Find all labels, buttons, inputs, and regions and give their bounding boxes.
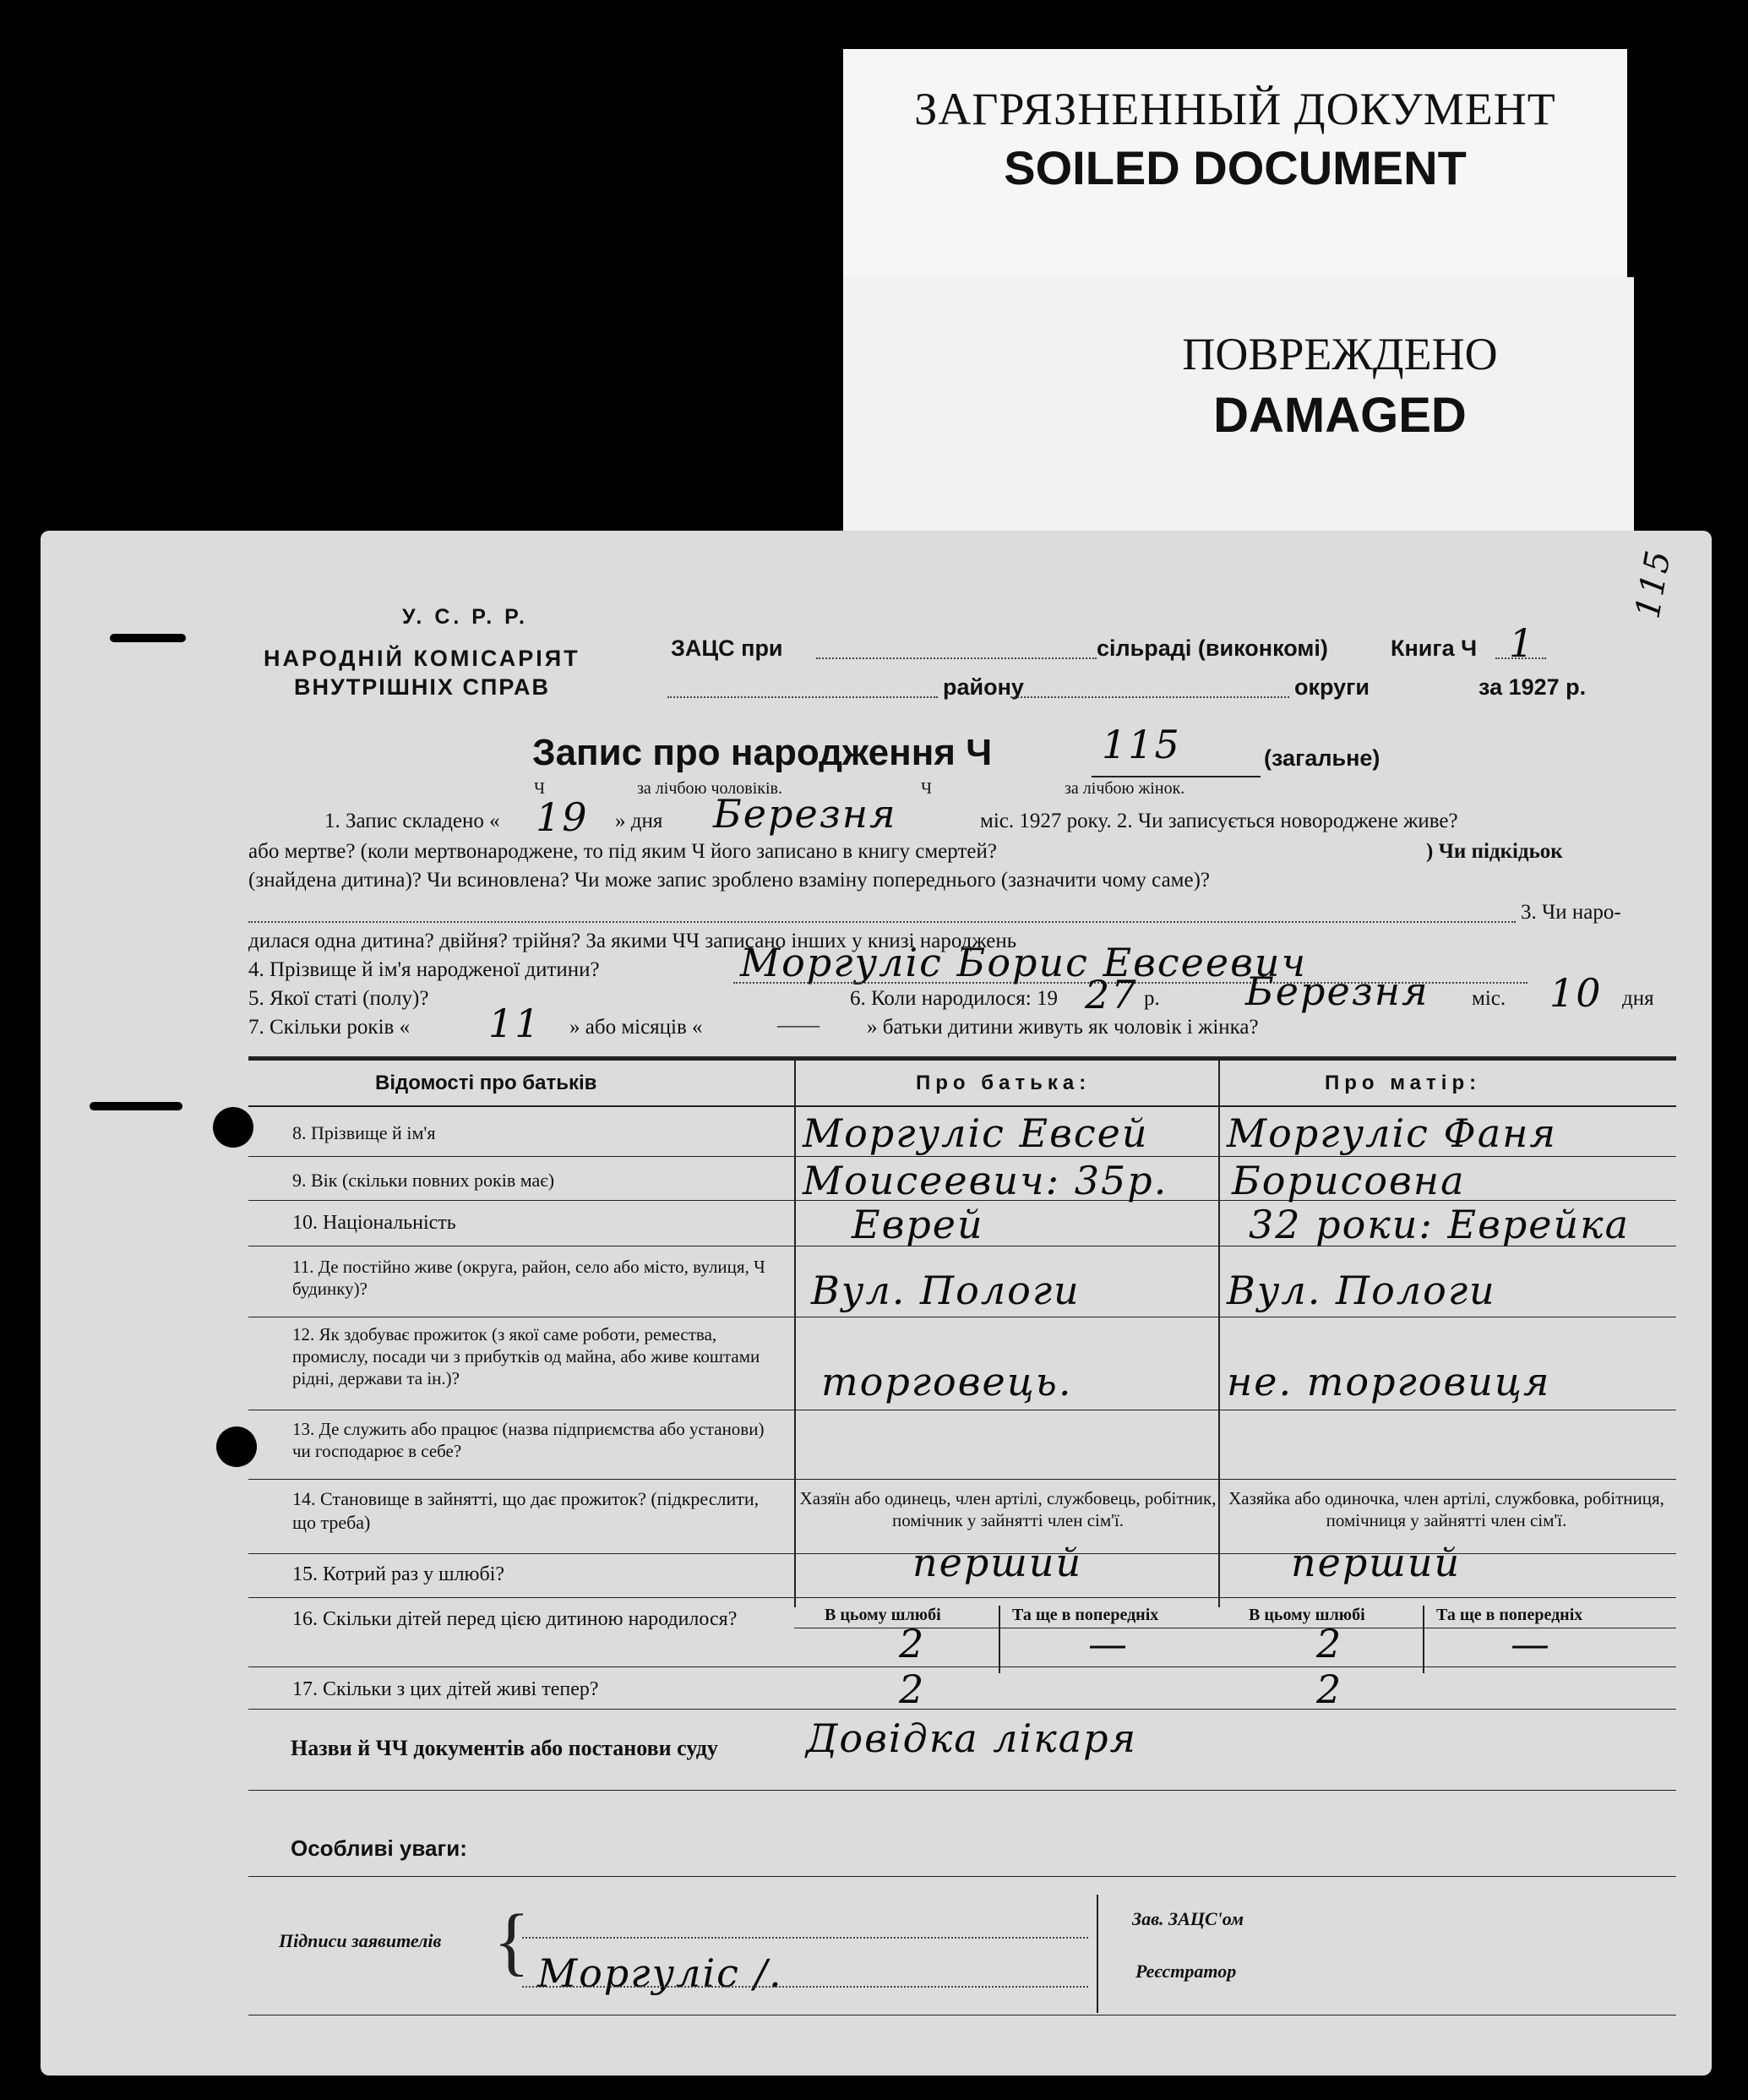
q2-adopted-line: (знайдена дитина)? Чи всиновлена? Чи може запис зроблено взаміну попереднього (зазначити чому саме)? — [248, 869, 1211, 892]
row-13-label: 13. Де служить або працює (назва підприємства або установи) чи господарює в себе? — [292, 1419, 765, 1461]
q4-value: Моргуліс Борис Евсеевич — [740, 940, 1308, 985]
father-occupation: торговець. — [821, 1359, 1073, 1405]
father-name: Моргуліс Евсей — [803, 1110, 1149, 1156]
q7-years: 11 — [488, 1001, 542, 1046]
silradi-label: сільраді (виконкомі) — [1097, 635, 1328, 661]
row-12-label: 12. Як здобуває прожиток (з якої саме роботи, ремества, промислу, посади чи з прибутків од майна, або живе коштами рідні, держави та ін.)? — [292, 1324, 760, 1388]
row-10-label: 10. Національність — [292, 1212, 456, 1234]
q7-mid: » або місяців « — [569, 1016, 703, 1039]
docs-label: Назви й ЧЧ документів або постанови суду — [291, 1736, 718, 1760]
mother-occupation: не. торговиця — [1227, 1359, 1551, 1405]
okrugy-line — [1010, 696, 1289, 698]
mother-previous: Та ще в попередніх — [1436, 1606, 1583, 1624]
soiled-label-en: SOILED DOCUMENT — [1004, 141, 1467, 194]
soiled-sticker — [843, 49, 1627, 294]
damaged-sticker — [843, 277, 1634, 531]
q6-r: р. — [1144, 987, 1160, 1010]
table-col-divider-1 — [794, 1058, 796, 1607]
count-male-ch: Ч — [534, 779, 545, 798]
father-status-options: Хазяїн або одинець, член артілі, службовець, робітник, помічник у зайнятті член сім'ї. — [799, 1488, 1217, 1530]
row-line — [248, 1156, 1676, 1157]
mother-status-options: Хазяйка або одиночка, член артілі, службовка, робітниця, помічниця у зайнятті член сім'ї. — [1228, 1488, 1664, 1530]
row-14-label: 14. Становище в зайнятті, що дає прожиток? (підкреслити, що треба) — [292, 1488, 760, 1533]
row-11-label: 11. Де постійно живе (округа, район, село або місто, вулиця, Ч будинку)? — [292, 1257, 765, 1299]
record-title: Запис про народження Ч — [532, 732, 993, 773]
table-header-parents: Відомості про батьків — [375, 1072, 597, 1094]
row-9-label: 9. Вік (скільки повних років має) — [292, 1170, 555, 1191]
docs-line — [248, 1790, 1676, 1791]
q2-foundling: ) Чи підкідьок — [1426, 840, 1563, 863]
okrugy-label: округи — [1294, 674, 1370, 700]
father-patronymic-age: Моисеевич: 35р. — [803, 1158, 1168, 1203]
q6-month: Березня — [1245, 968, 1429, 1014]
row-16-label: 16. Скільки дітей перед цією дитиною народилося? — [292, 1608, 738, 1630]
q4-label: 4. Прізвище й ім'я народженої дитини? — [248, 958, 600, 981]
mother-patronymic: Борисовна — [1232, 1158, 1466, 1203]
registrar-label: Реєстратор — [1135, 1961, 1237, 1982]
q7-label: 7. Скільки років « — [248, 1016, 411, 1039]
father-marriage-count: перший — [912, 1540, 1083, 1585]
children-divider-mother — [1423, 1606, 1424, 1673]
notes-label: Особливі уваги: — [291, 1835, 467, 1861]
q2-answer-line — [248, 921, 1516, 923]
soiled-label-ru: ЗАГРЯЗНЕННЫЙ ДОКУМЕНТ — [914, 84, 1556, 134]
zags-label: ЗАЦС при — [671, 635, 783, 661]
notes-line — [248, 1876, 1676, 1877]
signature-line-2 — [522, 1986, 1088, 1988]
signature-divider — [1097, 1895, 1098, 2013]
q6-mis: міс. — [1472, 987, 1506, 1010]
q3-label: 3. Чи наро- — [1521, 901, 1621, 924]
father-children-prev: — — [1088, 1621, 1129, 1666]
q6-year: 27 — [1085, 972, 1138, 1017]
tear-mark — [90, 1102, 182, 1110]
mother-age-nationality: 32 роки: Еврейка — [1249, 1202, 1631, 1247]
q1-day: 19 — [536, 794, 589, 840]
mother-marriage-count: перший — [1291, 1540, 1462, 1585]
signatures-label: Підписи заявителів — [279, 1930, 442, 1951]
mother-this-marriage: В цьому шлюбі — [1249, 1606, 1365, 1624]
tear-mark — [110, 634, 186, 642]
q1-year: міс. 1927 року. 2. Чи записується новороджене живе? — [980, 810, 1458, 832]
q3-line: дилася одна дитина? двійня? трійня? За якими ЧЧ записано інших у книзі народжень — [248, 930, 1017, 952]
book-label: Книга Ч — [1391, 635, 1478, 661]
table-top-border — [248, 1056, 1676, 1061]
year-label: за 1927 р. — [1478, 674, 1587, 700]
q7-end: » батьки дитини живуть як чоловік і жінка? — [867, 1016, 1259, 1039]
header-ussr: У. С. Р. Р. — [402, 605, 528, 629]
table-bottom-line — [248, 1709, 1676, 1710]
row-8-label: 8. Прізвище й ім'я — [292, 1122, 436, 1143]
row-15-label: 15. Котрий раз у шлюбі? — [292, 1563, 505, 1585]
mother-children-born: 2 — [1316, 1621, 1343, 1666]
q6-day: 10 — [1549, 970, 1603, 1016]
signature-line-1 — [522, 1937, 1088, 1939]
zags-line — [816, 657, 1097, 659]
father-nationality: Еврей — [852, 1202, 984, 1247]
row-17-label: 17. Скільки з цих дітей живі тепер? — [292, 1678, 599, 1700]
q1-label: 1. Запис складено « — [324, 810, 500, 832]
corner-archive-number: 115 — [1628, 546, 1679, 622]
header-commissariat: НАРОДНІЙ КОМІСАРІЯТ — [264, 646, 580, 671]
q1-month: Березня — [713, 791, 897, 837]
father-previous: Та ще в попередніх — [1012, 1606, 1159, 1624]
count-female-ch: Ч — [921, 779, 932, 798]
count-female-label: за лічбою жінок. — [1065, 779, 1185, 798]
q6-label: 6. Коли народилося: 19 — [850, 987, 1058, 1010]
row-line — [248, 1666, 1676, 1667]
q5-label: 5. Якої статі (полу)? — [248, 987, 429, 1010]
punch-hole-top — [213, 1107, 253, 1148]
damaged-label-en: DAMAGED — [1213, 388, 1467, 443]
table-header-mother: Про матір: — [1325, 1072, 1482, 1094]
book-number: 1 — [1509, 620, 1536, 666]
row-line — [248, 1479, 1676, 1480]
children-divider-father — [999, 1606, 1000, 1673]
q6-dnya: дня — [1622, 987, 1654, 1010]
record-number-line — [1092, 776, 1261, 777]
father-address: Вул. Пологи — [811, 1268, 1081, 1313]
birth-record-form — [41, 531, 1712, 2075]
damaged-label-ru: ПОВРЕЖДЕНО — [1182, 329, 1498, 379]
row-line — [248, 1597, 1676, 1598]
mother-children-prev: — — [1511, 1621, 1551, 1666]
docs-value: Довідка лікаря — [806, 1715, 1138, 1761]
father-children-alive: 2 — [899, 1666, 926, 1712]
mother-children-alive: 2 — [1316, 1666, 1343, 1712]
punch-hole-bottom — [216, 1426, 257, 1467]
signature-brace: { — [493, 1900, 531, 1983]
mother-address: Вул. Пологи — [1227, 1268, 1496, 1313]
father-this-marriage: В цьому шлюбі — [825, 1606, 941, 1624]
applicant-signature: Моргуліс /. — [537, 1950, 783, 1996]
head-label: Зав. ЗАЦС'ом — [1132, 1908, 1244, 1929]
record-general: (загальне) — [1264, 745, 1380, 771]
father-children-born: 2 — [899, 1621, 926, 1666]
q7-months: —— — [777, 1014, 820, 1037]
record-number: 115 — [1102, 722, 1181, 767]
book-line — [1495, 657, 1546, 659]
table-header-father: Про батька: — [916, 1072, 1092, 1094]
table-col-divider-2 — [1218, 1058, 1220, 1607]
rayon-line — [667, 696, 938, 698]
header-internal-affairs: ВНУТРІШНІХ СПРАВ — [294, 674, 550, 700]
q1-day-end: » дня — [615, 810, 663, 832]
mother-name: Моргуліс Фаня — [1227, 1110, 1557, 1156]
rayon-label: району — [943, 674, 1024, 700]
q2-line: або мертве? (коли мертвонароджене, то під яким Ч його записано в книгу смертей? — [248, 840, 997, 863]
table-header-line — [248, 1105, 1676, 1107]
count-male-label: за лічбою чоловіків. — [637, 779, 782, 798]
